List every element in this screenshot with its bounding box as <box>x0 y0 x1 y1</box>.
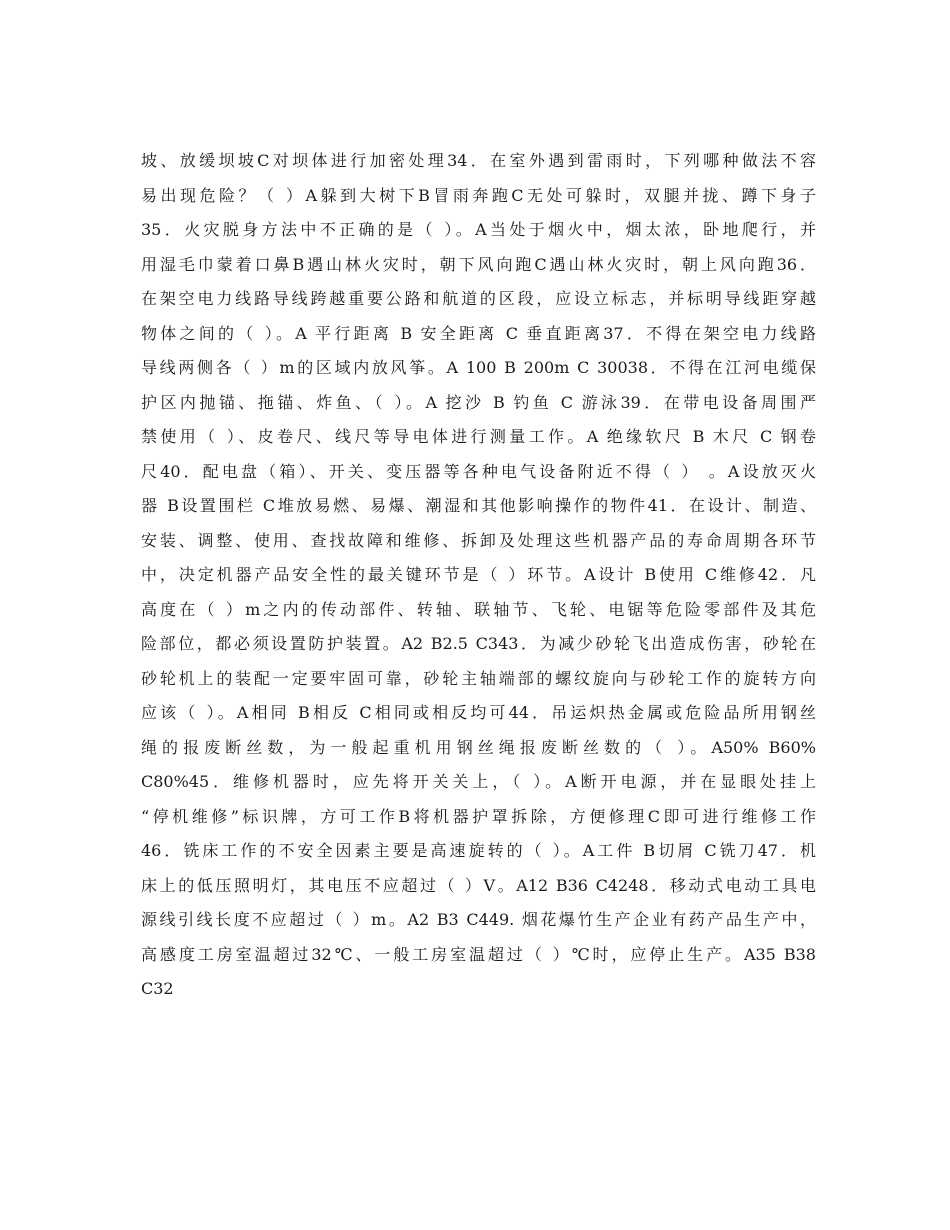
text-line: 中，决定机器产品安全性的最关键环节是（ ）环节。A设计 B使用 C维修42．凡 <box>141 565 816 584</box>
text-line: 在架空电力线路导线跨越重要公路和航道的区段，应设立标志，并标明导线距穿越 <box>141 289 816 308</box>
text-line: 46．铣床工作的不安全因素主要是高速旋转的（ ）。A工件 B切屑 C铣刀47．机 <box>141 841 816 860</box>
text-line: 高感度工房室温超过32℃、一般工房室温超过（ ）℃时，应停止生产。A35 B38 <box>141 944 816 964</box>
text-line: 床上的低压照明灯，其电压不应超过（ ）V。A12 B36 C4248．移动式电动工具电 <box>141 875 816 895</box>
text-line: C80%45．维修机器时，应先将开关关上，（ ）。A断开电源，并在显眼处挂上 <box>141 772 816 791</box>
text-line: 应该（ ）。A相同 B相反 C相同或相反均可44．吊运炽热金属或危险品所用钢丝 <box>141 703 816 722</box>
text-line: 砂轮机上的装配一定要牢固可靠，砂轮主轴端部的螺纹旋向与砂轮工作的旋转方向 <box>141 668 816 688</box>
text-line: 器 B设置围栏 C堆放易燃、易爆、潮湿和其他影响操作的物件41．在设计、制造、 <box>141 496 816 515</box>
text-line: 物体之间的（ ）。A 平行距离 B 安全距离 C 垂直距离37．不得在架空电力线路 <box>141 323 816 343</box>
text-line: 尺40．配电盘（箱）、开关、变压器等各种电气设备附近不得（ ） 。A设放灭火 <box>141 461 816 481</box>
text-line: 导线两侧各（ ）m的区域内放风筝。A 100 B 200m C 30038．不得在江河电缆保 <box>141 358 816 377</box>
text-line: 险部位，都必须设置防护装置。A2 B2.5 C343．为减少砂轮飞出造成伤害，砂轮在 <box>141 634 816 653</box>
text-line: C32 <box>141 979 174 998</box>
text-line: 安装、调整、使用、查找故障和维修、拆卸及处理这些机器产品的寿命周期各环节 <box>141 530 816 550</box>
text-line: 用湿毛巾蒙着口鼻B遇山林火灾时，朝下风向跑C遇山林火灾时，朝上风向跑36． <box>141 254 816 274</box>
text-line: 35．火灾脱身方法中不正确的是（ ）。A当处于烟火中，烟太浓，卧地爬行，并 <box>141 220 816 239</box>
text-line: 易出现危险？（ ）A躲到大树下B冒雨奔跑C无处可躲时，双腿并拢、蹲下身子 <box>141 185 816 205</box>
text-line: 绳的报废断丝数，为一般起重机用钢丝绳报废断丝数的（ ）。A50% B60% <box>141 737 816 757</box>
text-line: 禁使用（ ）、皮卷尺、线尺等导电体进行测量工作。A 绝缘软尺 B 木尺 C 钢卷 <box>141 427 816 446</box>
text-line: “停机维修”标识牌，方可工作B将机器护罩拆除，方便修理C即可进行维修工作 <box>141 806 816 826</box>
text-line: 坡、放缓坝坡C对坝体进行加密处理34．在室外遇到雷雨时，下列哪种做法不容 <box>141 151 816 170</box>
text-line: 源线引线长度不应超过（ ）m。A2 B3 C449. 烟花爆竹生产企业有药产品生产中， <box>141 910 816 929</box>
body-text <box>141 144 816 1007</box>
text-line: 护区内抛锚、拖锚、炸鱼、（ ）。A 挖沙 B 钓鱼 C 游泳39．在带电设备周围严 <box>141 392 816 412</box>
text-line: 高度在（ ）m之内的传动部件、转轴、联轴节、飞轮、电锯等危险零部件及其危 <box>141 599 816 619</box>
